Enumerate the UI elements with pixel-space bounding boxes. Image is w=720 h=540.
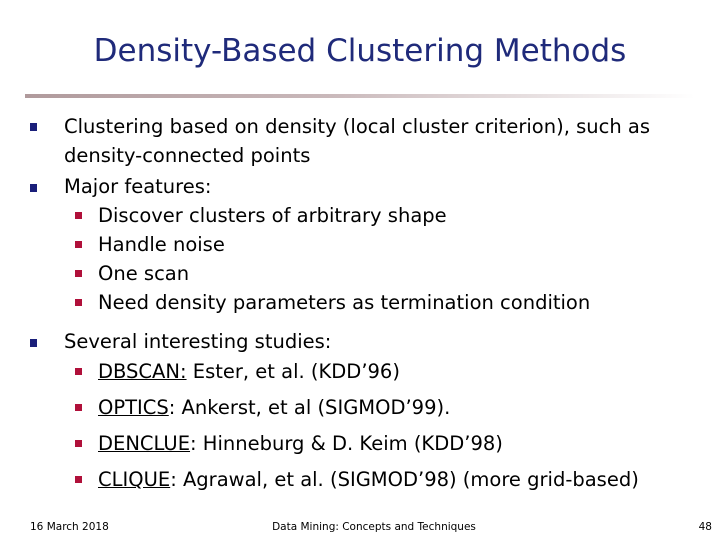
sub-bullet-marker (75, 368, 82, 375)
footer-date: 16 March 2018 (30, 521, 109, 533)
study-detail: Ester, et al. (KDD’96) (186, 360, 400, 383)
bullet-marker (30, 339, 37, 347)
slide-title: Density-Based Clustering Methods (93, 33, 627, 69)
bullet-1-line-1: Clustering based on density (local cluster criterion), such as (64, 115, 650, 138)
bullet-3-label: Several interesting studies: (64, 330, 332, 353)
sub-bullet-marker (75, 212, 82, 219)
study-item (98, 359, 400, 385)
study-link-dbscan[interactable]: DBSCAN: (98, 360, 187, 383)
title-divider (25, 94, 695, 98)
bullet-2-label: Major features: (64, 175, 212, 198)
study-link-denclue[interactable]: DENCLUE (98, 432, 191, 455)
study-detail: : Agrawal, et al. (SIGMOD’98) (more grid-based) (170, 468, 639, 491)
study-item (98, 395, 450, 421)
page-number: 48 (698, 521, 712, 533)
sub-bullet-marker (75, 241, 82, 248)
study-item (98, 467, 639, 493)
study-item (98, 431, 503, 457)
feature-item: Handle noise (98, 233, 225, 256)
sub-bullet-marker (75, 270, 82, 277)
sub-bullet-marker (75, 476, 82, 483)
study-detail: : Hinneburg & D. Keim (KDD’98) (190, 432, 503, 455)
bullet-marker (30, 184, 37, 192)
feature-item: Need density parameters as termination condition (98, 291, 591, 314)
sub-bullet-marker (75, 404, 82, 411)
bullet-marker (30, 123, 37, 131)
sub-bullet-marker (75, 299, 82, 306)
study-link-clique[interactable]: CLIQUE (98, 468, 171, 491)
feature-item: One scan (98, 262, 190, 285)
study-link-optics[interactable]: OPTICS (98, 396, 169, 419)
study-detail: : Ankerst, et al (SIGMOD’99). (168, 396, 451, 419)
bullet-1-line-2: density-connected points (64, 144, 311, 167)
footer-title: Data Mining: Concepts and Techniques (272, 521, 476, 533)
sub-bullet-marker (75, 440, 82, 447)
feature-item: Discover clusters of arbitrary shape (98, 204, 447, 227)
